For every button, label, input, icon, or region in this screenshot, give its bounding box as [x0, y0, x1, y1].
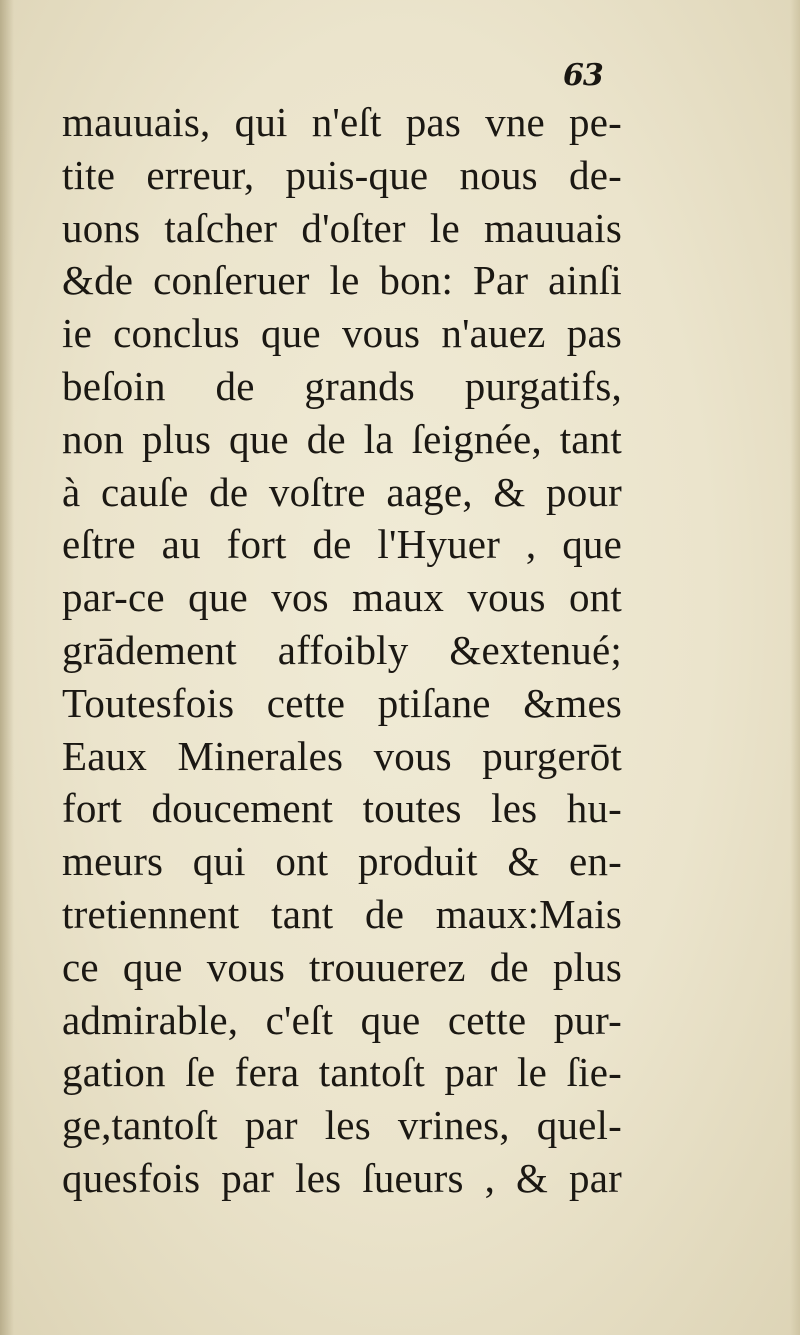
page-edge-shadow [790, 0, 800, 1335]
text-line: par-ce que vos maux vous ont [62, 574, 622, 621]
text-line: tite erreur, puis-que nous de- [62, 151, 622, 198]
text-line: gation ſe fera tantoſt par le ſie- [62, 1049, 622, 1096]
text-line: eſtre au fort de l'Hyuer , que [62, 521, 622, 568]
text-line: Toutesfois cette ptiſane &mes [62, 679, 622, 726]
text-line: quesfois par les ſueurs , & par [62, 1154, 622, 1201]
text-line: non plus que de la ſeignée, tant [62, 415, 622, 462]
text-line: ie conclus que vous n'auez pas [62, 310, 622, 357]
text-line: beſoin de grands purgatifs, [62, 362, 622, 409]
text-line: &de conſeruer le bon: Par ainſi [62, 257, 622, 304]
body-text [62, 96, 622, 1205]
text-line: meurs qui ont produit & en- [62, 838, 622, 885]
page-number: 63 [563, 58, 603, 93]
text-line: ce que vous trouuerez de plus [62, 943, 622, 990]
text-line: uons taſcher d'oſter le mauuais [62, 204, 622, 251]
text-line: admirable, c'eſt que cette pur- [62, 996, 622, 1043]
text-line: Eaux Minerales vous purgerōt [62, 732, 622, 779]
text-line: fort doucement toutes les hu- [62, 785, 622, 832]
text-line: tretiennent tant de maux:Mais [62, 890, 622, 937]
text-line: à cauſe de voſtre aage, & pour [62, 468, 622, 515]
text-line: mauuais, qui n'eſt pas vne pe- [62, 99, 622, 145]
page-gutter-shadow [0, 0, 14, 1335]
text-line: ge,tantoſt par les vrines, quel- [62, 1102, 622, 1149]
text-line: grādement affoibly &extenué; [62, 626, 622, 673]
